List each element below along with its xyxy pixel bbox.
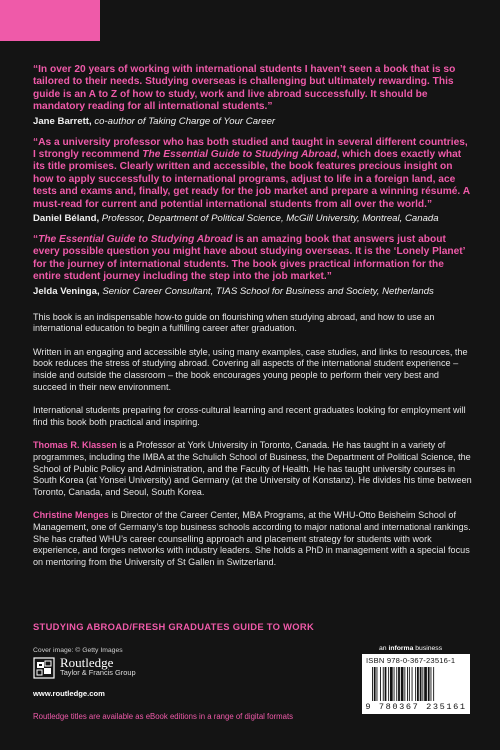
author-bio — [33, 510, 473, 568]
quote-text: “In over 20 years of working with international students I haven’t seen a book that is so tailored to their needs. Studying overseas is challenging but ultimately rewarding. This guide is an A to Z of how to study, work and live abroad successfully. It should be mandatory reading for all international students.” — [33, 64, 456, 113]
quote-text — [33, 234, 473, 284]
barcode-bar — [383, 667, 384, 701]
barcode-bar — [388, 667, 389, 701]
barcode-bar — [422, 667, 423, 701]
reviewer-name: Jelda Veninga, — [33, 285, 100, 297]
reviewer-role: Professor, Department of Political Science, McGill University, Montreal, Canada — [99, 213, 439, 225]
publisher-name: Routledge — [60, 655, 114, 670]
review-quote-3 — [33, 234, 473, 298]
barcode-digits: 9 780367 235161 — [365, 702, 467, 712]
barcode-bar — [412, 667, 413, 701]
review-quote-1 — [33, 64, 473, 128]
barcode-bar — [417, 667, 419, 701]
quote-text — [33, 137, 473, 211]
informa-brand: informa — [388, 645, 414, 652]
author-name: Thomas R. Klassen — [33, 440, 117, 451]
barcode-bar — [428, 667, 430, 701]
publisher-logo — [33, 657, 136, 679]
reviewer-book-title: Taking Charge of Your Career — [148, 115, 276, 127]
reviewer-role: Senior Career Consultant, TIAS School for Business and Society, Netherlands — [99, 285, 434, 297]
quote-text-part: , which does exactly what its title promises. Clearly written and accessible, the book features precious insight on how to apply successfully to international programs, adjust to life in a foreign land, ace tests and exams and, finally, get ready for the job market and prepare a winning résumé. A must-read for current and potential international students from all over the world.” — [33, 149, 470, 210]
cover-image-credit: Cover image: © Getty Images — [33, 647, 123, 654]
reviewer-name: Jane Barrett, — [33, 115, 92, 127]
quote-text-part: “ — [33, 234, 39, 246]
barcode-bar — [394, 667, 395, 701]
author-bio — [33, 440, 473, 498]
reviewer-role: co-author of — [91, 115, 149, 127]
barcode-bar — [385, 667, 387, 701]
barcode-bar — [396, 667, 397, 701]
informa-tagline — [379, 645, 442, 652]
barcode-bar — [420, 667, 422, 701]
barcode-bar — [401, 667, 404, 701]
barcode-bars — [372, 667, 460, 701]
barcode-bar — [390, 667, 393, 701]
barcode-bar — [415, 667, 416, 701]
barcode-bar — [404, 667, 405, 701]
barcode-bar — [372, 667, 373, 701]
barcode-bar — [398, 667, 400, 701]
author-bio-text: is a Professor at York University in Toronto, Canada. He has taught in a variety of programmes, including the IMBA at the Schulich School of Business, the Department of Political Science, the School of Public Policy and Administration, and the Faculty of Health. He has taught university courses in South Korea (at Yonsei University) and Germany (at the University of Konstanz). He divides his time between Toronto, Canada, and Seoul, South Korea. — [33, 440, 472, 497]
quote-attribution — [33, 213, 473, 225]
description-paragraph: International students preparing for cross-cultural learning and recent graduates looking for employment will find this book both practical and inspiring. — [33, 405, 466, 427]
pink-accent-bar — [0, 0, 100, 41]
routledge-logo-icon — [33, 657, 55, 679]
publisher-website: www.routledge.com — [33, 689, 105, 698]
barcode-bar — [424, 667, 427, 701]
barcode-bar — [407, 667, 408, 701]
barcode-bar — [433, 667, 434, 701]
barcode-bar — [377, 667, 378, 701]
quote-book-title: The Essential Guide to Studying Abroad — [38, 234, 233, 246]
reviewer-name: Daniel Béland, — [33, 213, 100, 225]
ebook-note: Routledge titles are available as eBook editions in a range of digital formats — [33, 712, 294, 721]
isbn-number: ISBN 978-0-367-23516-1 — [366, 656, 456, 665]
description-paragraph: This book is an indispensable how-to guide on flourishing when studying abroad, and how to use an international education to begin a fulfilling career after graduation. — [33, 311, 435, 334]
quote-attribution — [33, 286, 473, 298]
subject-category: STUDYING ABROAD/FRESH GRADUATES GUIDE TO WORK — [33, 621, 315, 632]
barcode-bar — [374, 667, 376, 701]
author-bio-text: is Director of the Career Center, MBA Programs, at the WHU-Otto Beisheim School of Management, one of Germany’s top business schools according to major national and international rankings. She has crafted WHU’s career counselling approach and placement strategy for students with work experience, and forges networks with industry leaders. She holds a PhD in management with a special focus on mentoring from the University of St Gallen in Switzerland. — [33, 510, 471, 567]
barcode-bar — [380, 667, 381, 701]
back-cover-text — [33, 64, 473, 580]
informa-suffix: business — [413, 645, 443, 652]
isbn-barcode — [362, 654, 470, 714]
informa-prefix: an — [379, 645, 389, 652]
quote-text-part: is an amazing book that answers just about every possible question you might have about studying overseas. It is the ‘Lonely Planet’ for the journey of international students. The book gives practical information for the entire student journey including the step into the job market.” — [33, 234, 465, 283]
quote-attribution — [33, 116, 473, 128]
author-name: Christine Menges — [33, 510, 109, 521]
barcode-bar — [409, 667, 410, 701]
publisher-group: Taylor & Francis Group — [60, 668, 136, 677]
barcode-bar — [431, 667, 432, 701]
quote-book-title: The Essential Guide to Studying Abroad — [142, 149, 337, 161]
description-paragraph: Written in an engaging and accessible style, using many examples, case studies, and links to resources, the book reduces the stress of studying abroad. Covering all aspects of the international student experience – inside and outside the classroom – the book encourages young people to perform their very best and succeed in their new environment. — [33, 346, 468, 392]
quote-text-part: “As a university professor who has both studied and taught in several different countries, I strongly recommend — [33, 136, 468, 161]
review-quote-2 — [33, 137, 473, 225]
